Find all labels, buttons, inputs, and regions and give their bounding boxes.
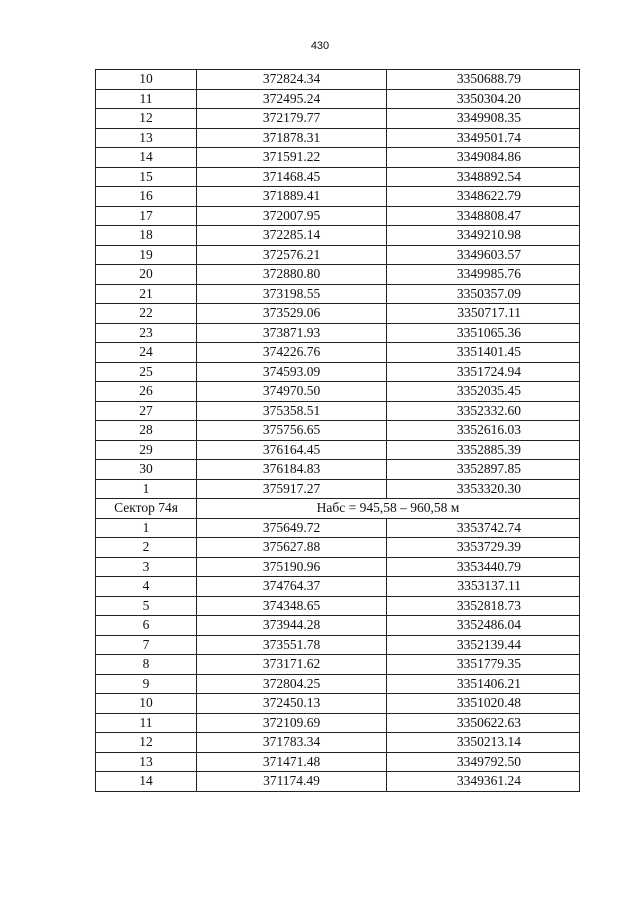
table-row xyxy=(96,128,580,148)
y-coordinate: 3349501.74 xyxy=(387,128,580,148)
point-number: 11 xyxy=(96,89,197,109)
x-coordinate: 372450.13 xyxy=(197,694,387,714)
table-row xyxy=(96,109,580,129)
x-coordinate: 372824.34 xyxy=(197,70,387,90)
point-number: 17 xyxy=(96,206,197,226)
x-coordinate: 375358.51 xyxy=(197,401,387,421)
point-number: 5 xyxy=(96,596,197,616)
y-coordinate: 3348892.54 xyxy=(387,167,580,187)
point-number: 20 xyxy=(96,265,197,285)
y-coordinate: 3350357.09 xyxy=(387,284,580,304)
table-row xyxy=(96,70,580,90)
table-row xyxy=(96,479,580,499)
point-number: 30 xyxy=(96,460,197,480)
table-row xyxy=(96,460,580,480)
coordinates-rows-before xyxy=(96,70,580,499)
y-coordinate: 3351779.35 xyxy=(387,655,580,675)
table-row xyxy=(96,245,580,265)
x-coordinate: 376184.83 xyxy=(197,460,387,480)
table-row xyxy=(96,694,580,714)
point-number: 11 xyxy=(96,713,197,733)
y-coordinate: 3353137.11 xyxy=(387,577,580,597)
y-coordinate: 3349361.24 xyxy=(387,772,580,792)
y-coordinate: 3350622.63 xyxy=(387,713,580,733)
y-coordinate: 3349603.57 xyxy=(387,245,580,265)
coordinates-table xyxy=(95,69,580,792)
y-coordinate: 3353320.30 xyxy=(387,479,580,499)
point-number: 13 xyxy=(96,752,197,772)
point-number: 1 xyxy=(96,479,197,499)
y-coordinate: 3351020.48 xyxy=(387,694,580,714)
point-number: 10 xyxy=(96,70,197,90)
x-coordinate: 371468.45 xyxy=(197,167,387,187)
point-number: 24 xyxy=(96,343,197,363)
y-coordinate: 3351724.94 xyxy=(387,362,580,382)
sector-height-range: Набс = 945,58 – 960,58 м xyxy=(197,499,580,519)
table-row xyxy=(96,187,580,207)
x-coordinate: 371471.48 xyxy=(197,752,387,772)
y-coordinate: 3351401.45 xyxy=(387,343,580,363)
x-coordinate: 372576.21 xyxy=(197,245,387,265)
y-coordinate: 3348622.79 xyxy=(387,187,580,207)
x-coordinate: 372285.14 xyxy=(197,226,387,246)
point-number: 9 xyxy=(96,674,197,694)
y-coordinate: 3350304.20 xyxy=(387,89,580,109)
table-row xyxy=(96,382,580,402)
x-coordinate: 374593.09 xyxy=(197,362,387,382)
y-coordinate: 3349985.76 xyxy=(387,265,580,285)
y-coordinate: 3349084.86 xyxy=(387,148,580,168)
x-coordinate: 371878.31 xyxy=(197,128,387,148)
y-coordinate: 3352616.03 xyxy=(387,421,580,441)
y-coordinate: 3350688.79 xyxy=(387,70,580,90)
point-number: 2 xyxy=(96,538,197,558)
table-row xyxy=(96,596,580,616)
point-number: 12 xyxy=(96,733,197,753)
x-coordinate: 371889.41 xyxy=(197,187,387,207)
x-coordinate: 373551.78 xyxy=(197,635,387,655)
table-row xyxy=(96,616,580,636)
x-coordinate: 372804.25 xyxy=(197,674,387,694)
table-row xyxy=(96,343,580,363)
y-coordinate: 3349792.50 xyxy=(387,752,580,772)
y-coordinate: 3352332.60 xyxy=(387,401,580,421)
y-coordinate: 3353729.39 xyxy=(387,538,580,558)
point-number: 7 xyxy=(96,635,197,655)
table-row xyxy=(96,89,580,109)
table-row xyxy=(96,304,580,324)
x-coordinate: 373871.93 xyxy=(197,323,387,343)
x-coordinate: 373529.06 xyxy=(197,304,387,324)
x-coordinate: 371783.34 xyxy=(197,733,387,753)
x-coordinate: 371591.22 xyxy=(197,148,387,168)
y-coordinate: 3352818.73 xyxy=(387,596,580,616)
table-row xyxy=(96,538,580,558)
y-coordinate: 3352885.39 xyxy=(387,440,580,460)
table-row xyxy=(96,440,580,460)
x-coordinate: 373944.28 xyxy=(197,616,387,636)
coordinates-rows-after xyxy=(96,518,580,791)
y-coordinate: 3350717.11 xyxy=(387,304,580,324)
point-number: 19 xyxy=(96,245,197,265)
point-number: 1 xyxy=(96,518,197,538)
x-coordinate: 375649.72 xyxy=(197,518,387,538)
point-number: 27 xyxy=(96,401,197,421)
point-number: 21 xyxy=(96,284,197,304)
table-row xyxy=(96,674,580,694)
table-row xyxy=(96,226,580,246)
x-coordinate: 375190.96 xyxy=(197,557,387,577)
table-row xyxy=(96,713,580,733)
point-number: 23 xyxy=(96,323,197,343)
y-coordinate: 3350213.14 xyxy=(387,733,580,753)
table-row xyxy=(96,323,580,343)
y-coordinate: 3352139.44 xyxy=(387,635,580,655)
table-row xyxy=(96,518,580,538)
point-number: 15 xyxy=(96,167,197,187)
point-number: 8 xyxy=(96,655,197,675)
y-coordinate: 3349908.35 xyxy=(387,109,580,129)
y-coordinate: 3352486.04 xyxy=(387,616,580,636)
table-row xyxy=(96,752,580,772)
point-number: 4 xyxy=(96,577,197,597)
y-coordinate: 3353440.79 xyxy=(387,557,580,577)
table-row xyxy=(96,635,580,655)
table-row xyxy=(96,772,580,792)
table-row xyxy=(96,421,580,441)
table-row xyxy=(96,401,580,421)
table-row xyxy=(96,577,580,597)
x-coordinate: 374226.76 xyxy=(197,343,387,363)
x-coordinate: 376164.45 xyxy=(197,440,387,460)
x-coordinate: 371174.49 xyxy=(197,772,387,792)
y-coordinate: 3352897.85 xyxy=(387,460,580,480)
point-number: 22 xyxy=(96,304,197,324)
table-row xyxy=(96,167,580,187)
x-coordinate: 373198.55 xyxy=(197,284,387,304)
point-number: 29 xyxy=(96,440,197,460)
y-coordinate: 3348808.47 xyxy=(387,206,580,226)
point-number: 25 xyxy=(96,362,197,382)
table-row xyxy=(96,206,580,226)
table-row xyxy=(96,557,580,577)
point-number: 28 xyxy=(96,421,197,441)
x-coordinate: 374970.50 xyxy=(197,382,387,402)
x-coordinate: 372179.77 xyxy=(197,109,387,129)
x-coordinate: 375917.27 xyxy=(197,479,387,499)
x-coordinate: 375756.65 xyxy=(197,421,387,441)
table-row xyxy=(96,362,580,382)
sector-header xyxy=(96,499,580,519)
y-coordinate: 3351406.21 xyxy=(387,674,580,694)
x-coordinate: 372109.69 xyxy=(197,713,387,733)
point-number: 13 xyxy=(96,128,197,148)
table-row xyxy=(96,148,580,168)
y-coordinate: 3349210.98 xyxy=(387,226,580,246)
y-coordinate: 3352035.45 xyxy=(387,382,580,402)
table-row xyxy=(96,655,580,675)
point-number: 10 xyxy=(96,694,197,714)
point-number: 3 xyxy=(96,557,197,577)
point-number: 14 xyxy=(96,772,197,792)
table-row xyxy=(96,265,580,285)
point-number: 16 xyxy=(96,187,197,207)
table-row xyxy=(96,284,580,304)
x-coordinate: 374348.65 xyxy=(197,596,387,616)
point-number: 18 xyxy=(96,226,197,246)
point-number: 12 xyxy=(96,109,197,129)
x-coordinate: 372007.95 xyxy=(197,206,387,226)
sector-row xyxy=(96,499,580,519)
x-coordinate: 373171.62 xyxy=(197,655,387,675)
x-coordinate: 375627.88 xyxy=(197,538,387,558)
point-number: 14 xyxy=(96,148,197,168)
y-coordinate: 3353742.74 xyxy=(387,518,580,538)
point-number: 26 xyxy=(96,382,197,402)
y-coordinate: 3351065.36 xyxy=(387,323,580,343)
point-number: 6 xyxy=(96,616,197,636)
x-coordinate: 372495.24 xyxy=(197,89,387,109)
page-number: 430 xyxy=(310,40,330,52)
x-coordinate: 372880.80 xyxy=(197,265,387,285)
sector-label: Сектор 74я xyxy=(96,499,197,519)
table-row xyxy=(96,733,580,753)
x-coordinate: 374764.37 xyxy=(197,577,387,597)
